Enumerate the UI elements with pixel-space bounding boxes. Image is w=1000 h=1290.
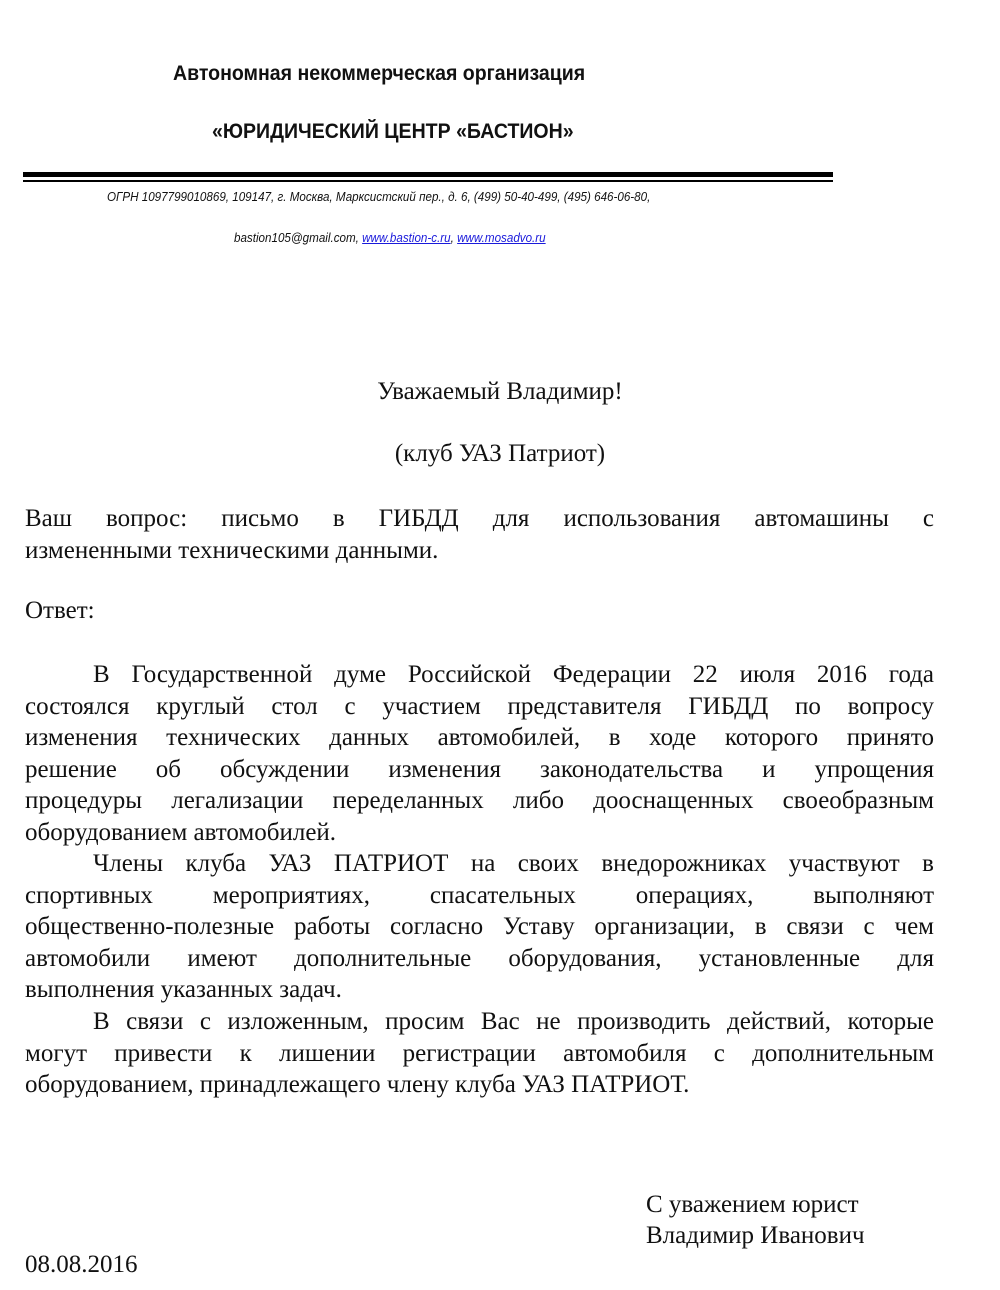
question-paragraph — [25, 503, 934, 566]
paragraph-line: В связи с изложенным, просим Вас не производить действий, которые — [93, 1008, 934, 1035]
club-name: (клуб УАЗ Патриот) — [394, 440, 606, 467]
paragraph-line: автомобили имеют дополнительные оборудования, установленные для — [25, 944, 934, 972]
paragraph-line: выполнения указанных задач. — [25, 976, 342, 1003]
question-line: Ваш вопрос: письмо в ГИБДД для использования автомашины с — [25, 505, 934, 532]
paragraph-line: общественно-полезные работы согласно Уставу организации, в связи с чем — [25, 913, 934, 940]
body-paragraph-2 — [25, 848, 934, 1006]
website-link-bastion[interactable]: www.bastion-c.ru — [362, 231, 451, 245]
closing-phrase: С уважением юрист — [646, 1191, 859, 1218]
question-line: измененными техническими данными. — [25, 536, 439, 564]
paragraph-line: процедуры легализации переделанных либо дооснащенных своеобразным — [25, 787, 934, 814]
paragraph-line: решение об обсуждении изменения законодательства и упрощения — [25, 755, 934, 783]
paragraph-line: оборудованием, принадлежащего члену клуба УАЗ ПАТРИОТ. — [25, 1071, 690, 1098]
email-address: bastion105@gmail.com — [234, 231, 356, 245]
paragraph-line: спортивных мероприятиях, спасательных операциях, выполняют — [25, 881, 934, 909]
paragraph-line: В Государственной думе Российской Федерации 22 июля 2016 года — [93, 661, 934, 688]
org-name-heading: «ЮРИДИЧЕСКИЙ ЦЕНТР «БАСТИОН» — [212, 120, 574, 143]
header-divider-thin — [23, 180, 833, 182]
greeting: Уважаемый Владимир! — [377, 378, 623, 405]
paragraph-line: состоялся круглый стол с участием представителя ГИБДД по вопросу — [25, 692, 934, 720]
org-type-heading: Автономная некоммерческая организация — [173, 62, 586, 85]
body-paragraph-3 — [25, 1006, 934, 1101]
answer-label: Ответ: — [25, 597, 95, 624]
signer-name: Владимир Иванович — [646, 1222, 865, 1249]
body-paragraph-1 — [25, 659, 934, 848]
paragraph-line: Члены клуба УАЗ ПАТРИОТ на своих внедорожниках участвуют в — [93, 850, 934, 877]
paragraph-line: могут привести к лишении регистрации автомобиля с дополнительным — [25, 1039, 934, 1067]
separator: , — [355, 231, 363, 245]
contact-web-line — [234, 231, 546, 245]
paragraph-line: оборудованием автомобилей. — [25, 818, 337, 846]
contact-details: ОГРН 1097799010869, 109147, г. Москва, Марксистский пер., д. 6, (499) 50-40-499, (495) 646-06-80, — [107, 190, 651, 204]
paragraph-line: изменения технических данных автомобилей, в ходе которого принято — [25, 724, 934, 751]
letter-date: 08.08.2016 — [25, 1251, 138, 1278]
separator: , — [450, 231, 458, 245]
header-divider-thick — [23, 172, 833, 177]
website-link-mosadvo[interactable]: www.mosadvo.ru — [457, 231, 546, 245]
